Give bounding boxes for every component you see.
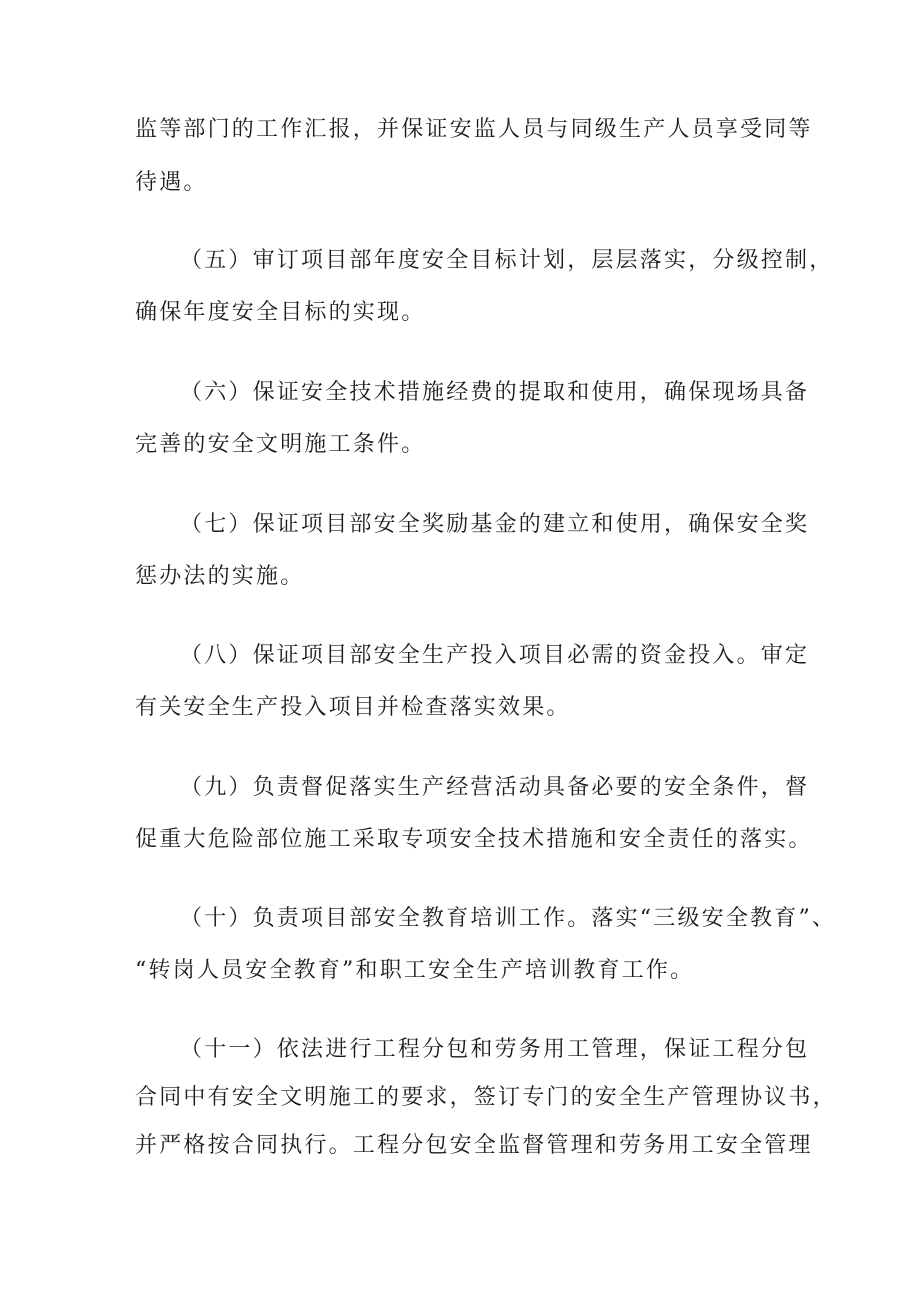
- paragraph-3-line-1: （六）保证安全技术措施经费的提取和使用，确保现场具备: [180, 380, 810, 405]
- paragraph-4-line-2: 惩办法的实施。: [135, 564, 305, 589]
- paragraph-5-line-1: （八）保证项目部安全生产投入项目必需的资金投入。审定: [180, 643, 810, 668]
- paragraph-7-line-2: “转岗人员安全教育”和职工安全生产培训教育工作。: [135, 958, 695, 983]
- paragraph-6-line-2: 促重大危险部位施工采取专项安全技术措施和安全责任的落实。: [135, 827, 813, 852]
- paragraph-6-line-1: （九）负责督促落实生产经营活动具备必要的安全条件，督: [180, 775, 810, 800]
- paragraph-1-line-2: 待遇。: [135, 170, 208, 195]
- paragraph-2-line-1: （五）审订项目部年度安全目标计划，层层落实，分级控制，: [180, 248, 834, 273]
- paragraph-5-line-2: 有关安全生产投入项目并检查落实效果。: [135, 695, 571, 720]
- paragraph-8-line-2: 合同中有安全文明施工的要求，签订专门的安全生产管理协议书，: [135, 1085, 837, 1110]
- paragraph-8-line-1: （十一）依法进行工程分包和劳务用工管理，保证工程分包: [180, 1037, 810, 1062]
- paragraph-7-line-1: （十）负责项目部安全教育培训工作。落实“三级安全教育”、: [180, 906, 837, 931]
- paragraph-1-line-1: 监等部门的工作汇报，并保证安监人员与同级生产人员享受同等: [135, 117, 813, 142]
- paragraph-4-line-1: （七）保证项目部安全奖励基金的建立和使用，确保安全奖: [180, 512, 810, 537]
- paragraph-3-line-2: 完善的安全文明施工条件。: [135, 432, 426, 457]
- paragraph-8-line-3: 并严格按合同执行。工程分包安全监督管理和劳务用工安全管理: [135, 1133, 813, 1158]
- paragraph-2-line-2: 确保年度安全目标的实现。: [135, 300, 426, 325]
